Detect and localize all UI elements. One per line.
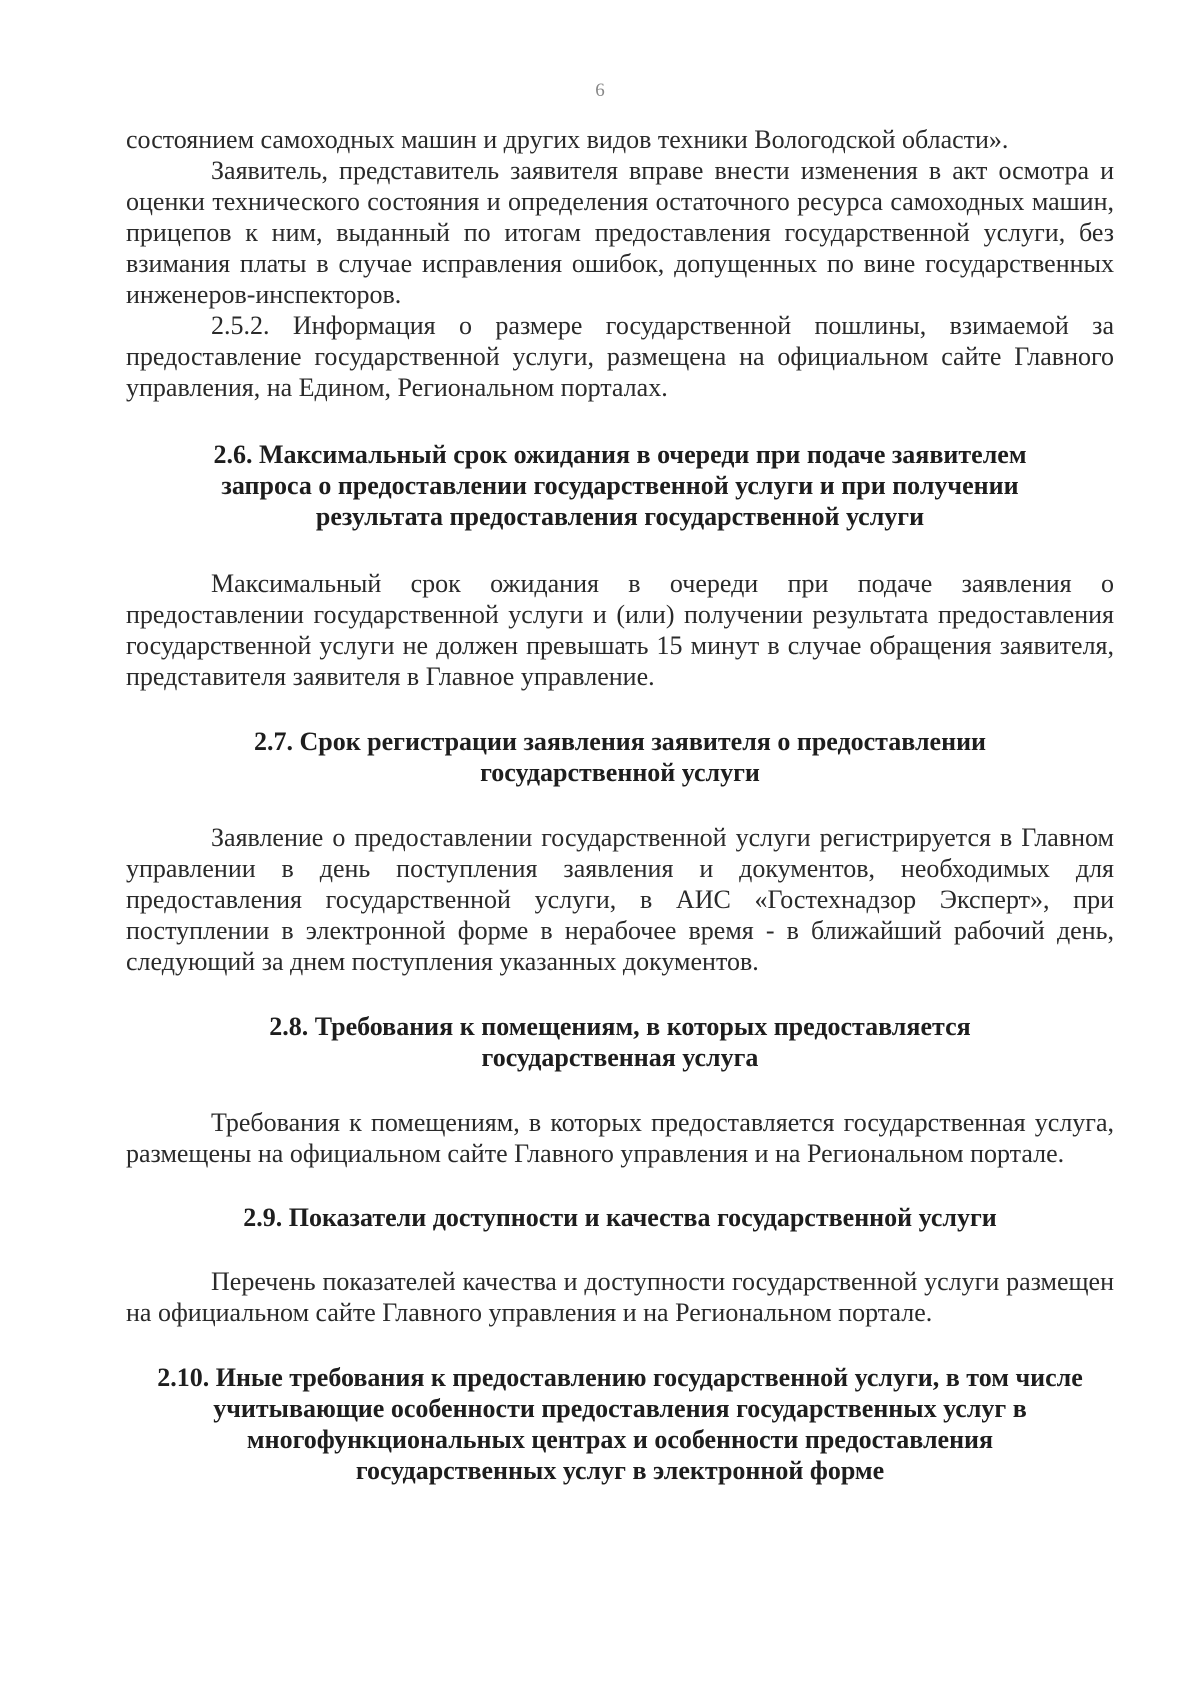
spacer [126,1233,1114,1266]
section-heading-2-9: 2.9. Показатели доступности и качества государственной услуги [243,1203,997,1232]
section-heading-2-10: 2.10. Иные требования к предоставлению государственной услуги, в том числе учитывающие особенности предоставления государственных услуг в многофункциональных центрах и особенности предоставления государственных услуг в электронной форме [157,1363,1083,1485]
page-number: 6 [595,80,605,101]
paragraph-applicant-corrections: Заявитель, представитель заявителя вправе внести изменения в акт осмотра и оценки технического состояния и определения остаточного ресурса самоходных машин, прицепов к ним, выданный по итогам предоставления государственной услуги, без взимания платы в случае исправления ошибок, допущенных по вине государственных инженеров-инспекторов. [126,156,1114,309]
spacer [126,788,1114,822]
section-heading-2-6: 2.6. Максимальный срок ожидания в очереди при подаче заявителем запроса о предоставлении государственной услуги и при получении результата предоставления государственной услуги [213,440,1027,531]
paragraph-continuation: состоянием самоходных машин и других видов техники Вологодской области». [126,125,1009,154]
section-body-2-6: Максимальный срок ожидания в очереди при подаче заявления о предоставлении государственной услуги и (или) получении результата предоставления государственной услуги не должен превышать 15 минут в случае обращения заявителя, представителя заявителя в Главное управление. [126,569,1114,691]
spacer [126,692,1114,726]
spacer [126,1169,1114,1202]
paragraph-2-5-2: 2.5.2. Информация о размере государственной пошлины, взимаемой за предоставление государственной услуги, размещена на официальном сайте Главного управления, на Едином, Региональном порталах. [126,311,1114,402]
spacer [126,532,1114,568]
spacer [126,977,1114,1011]
section-heading-2-8: 2.8. Требования к помещениям, в которых предоставляется государственная услуга [269,1012,971,1072]
section-heading-2-7: 2.7. Срок регистрации заявления заявителя о предоставлении государственной услуги [253,727,987,787]
spacer [126,1328,1114,1362]
spacer [126,1073,1114,1107]
document-body [126,124,1114,1486]
section-body-2-9: Перечень показателей качества и доступности государственной услуги размещен на официальном сайте Главного управления и на Региональном портале. [126,1267,1114,1327]
spacer [126,403,1114,439]
section-body-2-7: Заявление о предоставлении государственной услуги регистрируется в Главном управлении в день поступления заявления и документов, необходимых для предоставления государственной услуги, в АИС «Гостехнадзор Эксперт», при поступлении в электронной форме в нерабочее время - в ближайший рабочий день, следующий за днем поступления указанных документов. [126,823,1114,976]
section-body-2-8: Требования к помещениям, в которых предоставляется государственная услуга, размещены на официальном сайте Главного управления и на Региональном портале. [126,1108,1114,1168]
